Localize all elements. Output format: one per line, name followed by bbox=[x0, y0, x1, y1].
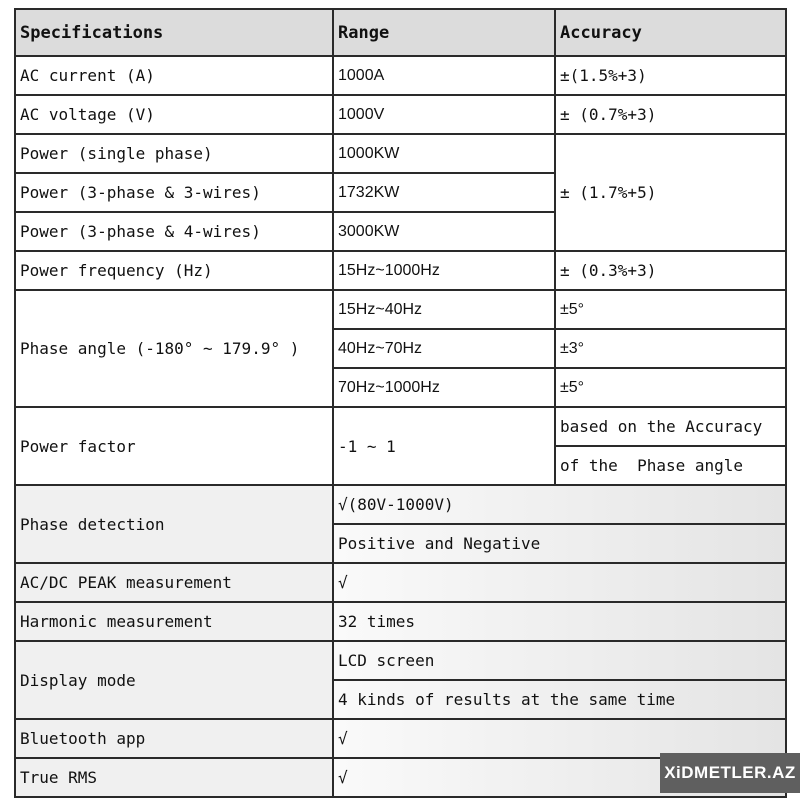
value-phase-detection-1: √(80V-1000V) bbox=[333, 485, 786, 524]
value-true-rms: √ bbox=[333, 758, 786, 797]
row-phase-detection-1 bbox=[15, 485, 786, 524]
value-bluetooth: √ bbox=[333, 719, 786, 758]
spec-power-3ph4w: Power (3-phase & 4-wires) bbox=[15, 212, 333, 251]
row-phase-angle-1 bbox=[15, 290, 786, 329]
spec-power-factor: Power factor bbox=[15, 407, 333, 485]
range-phase-angle-2: 40Hz~70Hz bbox=[333, 329, 555, 368]
row-peak bbox=[15, 563, 786, 602]
watermark-logo: XiDMETLER.AZ bbox=[660, 753, 800, 793]
spec-phase-detection: Phase detection bbox=[15, 485, 333, 563]
value-peak: √ bbox=[333, 563, 786, 602]
range-ac-current: 1000A bbox=[333, 56, 555, 95]
range-phase-angle-3: 70Hz~1000Hz bbox=[333, 368, 555, 407]
spec-display-mode: Display mode bbox=[15, 641, 333, 719]
header-row bbox=[15, 9, 786, 56]
range-power-3ph3w: 1732KW bbox=[333, 173, 555, 212]
spec-ac-voltage: AC voltage (V) bbox=[15, 95, 333, 134]
accuracy-phase-angle-1: ±5° bbox=[555, 290, 786, 329]
spec-power-3ph3w: Power (3-phase & 3-wires) bbox=[15, 173, 333, 212]
spec-power-single: Power (single phase) bbox=[15, 134, 333, 173]
spec-ac-current: AC current (A) bbox=[15, 56, 333, 95]
accuracy-power-frequency: ± (0.3%+3) bbox=[555, 251, 786, 290]
value-display-mode-2: 4 kinds of results at the same time bbox=[333, 680, 786, 719]
row-ac-voltage bbox=[15, 95, 786, 134]
spec-true-rms: True RMS bbox=[15, 758, 333, 797]
spec-peak: AC/DC PEAK measurement bbox=[15, 563, 333, 602]
row-display-mode-1 bbox=[15, 641, 786, 680]
range-phase-angle-1: 15Hz~40Hz bbox=[333, 290, 555, 329]
row-power-single bbox=[15, 134, 786, 173]
accuracy-power-factor-line2: of the Phase angle bbox=[555, 446, 786, 485]
range-power-factor: -1 ~ 1 bbox=[333, 407, 555, 485]
spec-harmonic: Harmonic measurement bbox=[15, 602, 333, 641]
range-ac-voltage: 1000V bbox=[333, 95, 555, 134]
value-phase-detection-2: Positive and Negative bbox=[333, 524, 786, 563]
spec-phase-angle: Phase angle (-180° ~ 179.9° ) bbox=[15, 290, 333, 407]
spec-bluetooth: Bluetooth app bbox=[15, 719, 333, 758]
header-specifications: Specifications bbox=[15, 9, 333, 56]
spec-power-frequency: Power frequency (Hz) bbox=[15, 251, 333, 290]
value-harmonic: 32 times bbox=[333, 602, 786, 641]
header-range: Range bbox=[333, 9, 555, 56]
accuracy-phase-angle-3: ±5° bbox=[555, 368, 786, 407]
range-power-3ph4w: 3000KW bbox=[333, 212, 555, 251]
accuracy-phase-angle-2: ±3° bbox=[555, 329, 786, 368]
row-harmonic bbox=[15, 602, 786, 641]
value-display-mode-1: LCD screen bbox=[333, 641, 786, 680]
range-power-single: 1000KW bbox=[333, 134, 555, 173]
accuracy-ac-current: ±(1.5%+3) bbox=[555, 56, 786, 95]
header-accuracy: Accuracy bbox=[555, 9, 786, 56]
accuracy-ac-voltage: ± (0.7%+3) bbox=[555, 95, 786, 134]
row-ac-current bbox=[15, 56, 786, 95]
row-power-frequency bbox=[15, 251, 786, 290]
range-power-frequency: 15Hz~1000Hz bbox=[333, 251, 555, 290]
specifications-table bbox=[14, 8, 787, 798]
row-power-factor-1 bbox=[15, 407, 786, 446]
accuracy-power: ± (1.7%+5) bbox=[555, 134, 786, 251]
accuracy-power-factor-line1: based on the Accuracy bbox=[555, 407, 786, 446]
